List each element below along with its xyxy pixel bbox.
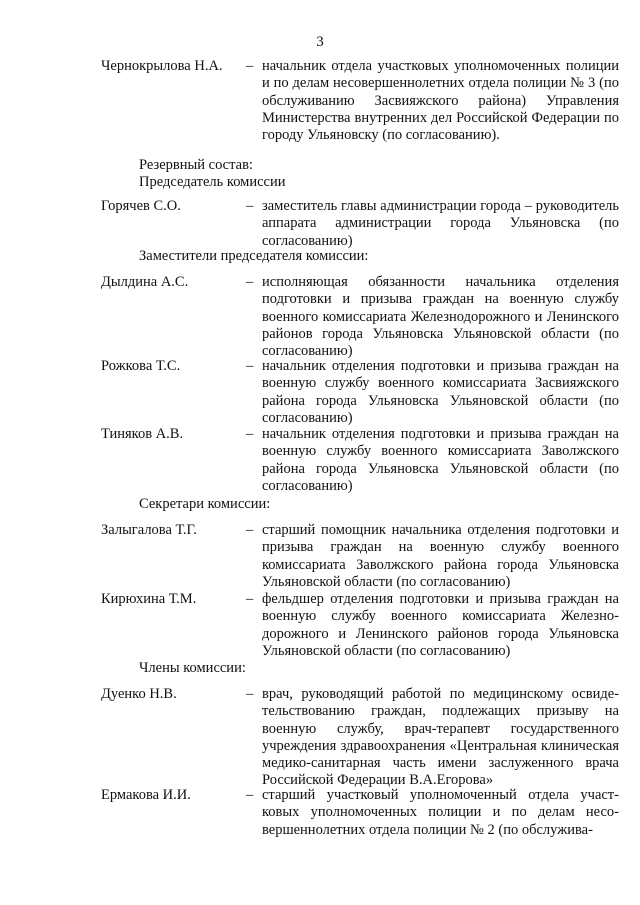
- dash: –: [246, 358, 254, 374]
- dash: –: [246, 591, 254, 607]
- person-name: Рожкова Т.С.: [101, 358, 181, 374]
- person-name: Чернокрылова Н.А.: [101, 58, 223, 74]
- deputies-heading: Заместители председателя комиссии:: [139, 248, 369, 264]
- person-position: начальник отделения подготовки и призыва граждан на военную службу военного комиссариата Заволжского района города Ульяновска Ульяновской области (по согласованию): [262, 426, 619, 494]
- dash: –: [246, 686, 254, 702]
- person-name: Ермакова И.И.: [101, 787, 191, 803]
- person-position: заместитель главы администрации города – руководитель аппарата администрации города Ульяновска (по согласованию): [262, 198, 619, 249]
- members-heading: Члены комиссии:: [139, 660, 246, 676]
- dash: –: [246, 58, 254, 74]
- person-name: Залыгалова Т.Г.: [101, 522, 197, 538]
- dash: –: [246, 787, 254, 803]
- person-position: начальник отдела участковых уполномоченных полиции и по делам несовершеннолетних отдела полиции № 3 (по обслуживанию Засвияжского района) Управления Министерства внутренних дел Российской Федерации по городу Ульяновску (по согласованию).: [262, 58, 619, 144]
- person-position: старший участковый уполномоченный отдела участковых уполномоченных полиции и по делам несовершеннолетних отдела полиции № 2 (по обслужива-: [262, 787, 619, 838]
- dash: –: [246, 522, 254, 538]
- person-position: начальник отделения подготовки и призыва граждан на военную службу военного комиссариата Засвияжского района города Ульяновска Ульяновской области (по согласованию): [262, 358, 619, 426]
- person-name: Тиняков А.В.: [101, 426, 184, 442]
- person-position: фельдшер отделения подготовки и призыва граждан на военную службу военного комиссариата Железнодорожного и Ленинского районов города Ульяновска Ульяновской области (по согласованию): [262, 591, 619, 659]
- person-position: врач, руководящий работой по медицинскому освидетельствованию граждан, подлежащих призыву на военную службу, врач-терапевт государственного учреждения здравоохранения «Центральная клиническая медико-санитарная часть имени заслуженного врача Российской Федерации В.А.Егорова»: [262, 686, 619, 789]
- dash: –: [246, 426, 254, 442]
- person-name: Дуенко Н.В.: [101, 686, 177, 702]
- dash: –: [246, 274, 254, 290]
- page-number: 3: [316, 34, 324, 50]
- secretaries-heading: Секретари комиссии:: [139, 496, 271, 512]
- chairman-heading: Председатель комиссии: [139, 174, 286, 190]
- person-name: Кирюхина Т.М.: [101, 591, 197, 607]
- person-name: Горячев С.О.: [101, 198, 181, 214]
- person-name: Дылдина А.С.: [101, 274, 189, 290]
- reserve-heading: Резервный состав:: [139, 157, 253, 173]
- person-position: исполняющая обязанности начальника отделения подготовки и призыва граждан на военную службу военного комиссариата Железнодорожного и Ленинского районов города Ульяновска Ульяновской области (по согласованию): [262, 274, 619, 360]
- dash: –: [246, 198, 254, 214]
- person-position: старший помощник начальника отделения подготовки и призыва граждан на военную службу военного комиссариата Заволжского района города Ульяновска Ульяновской области (по согласованию): [262, 522, 619, 590]
